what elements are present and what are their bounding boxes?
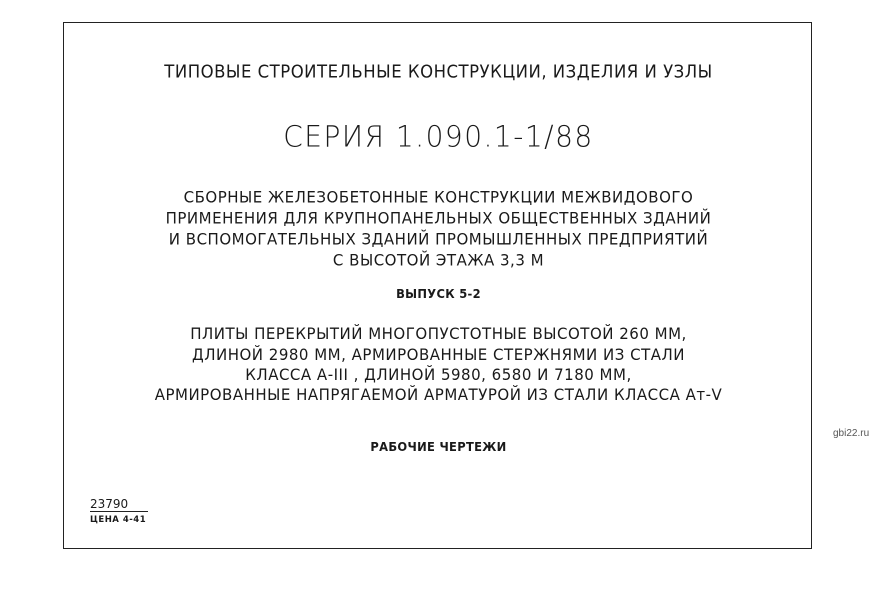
description-line: СБОРНЫЕ ЖЕЛЕЗОБЕТОННЫЕ КОНСТРУКЦИИ МЕЖВИДОВОГО xyxy=(183,187,694,207)
series-number: СЕРИЯ 1.090.1-1/88 xyxy=(283,119,594,154)
product-title-line: АРМИРОВАННЫЕ НАПРЯГАЕМОЙ АРМАТУРОЙ ИЗ СТАЛИ КЛАССА Ат-V xyxy=(154,385,723,405)
description-line: ПРИМЕНЕНИЯ ДЛЯ КРУПНОПАНЕЛЬНЫХ ОБЩЕСТВЕННЫХ ЗДАНИЙ xyxy=(165,208,712,228)
product-title-line: ПЛИТЫ ПЕРЕКРЫТИЙ МНОГОПУСТОТНЫЕ ВЫСОТОЙ 260 ММ, xyxy=(190,324,687,344)
category-heading: ТИПОВЫЕ СТРОИТЕЛЬНЫЕ КОНСТРУКЦИИ, ИЗДЕЛИЯ И УЗЛЫ xyxy=(164,61,713,82)
description-line: С ВЫСОТОЙ ЭТАЖА 3,3 М xyxy=(332,250,545,270)
description-line: И ВСПОМОГАТЕЛЬНЫХ ЗДАНИЙ ПРОМЫШЛЕННЫХ ПРЕДПРИЯТИЙ xyxy=(168,229,709,249)
price-label: ЦЕНА 4-41 xyxy=(90,515,147,525)
product-title-line: ДЛИНОЙ 2980 ММ, АРМИРОВАННЫЕ СТЕРЖНЯМИ ИЗ СТАЛИ xyxy=(191,345,686,365)
working-drawings-label: РАБОЧИЕ ЧЕРТЕЖИ xyxy=(370,439,507,455)
issue-label: ВЫПУСК 5-2 xyxy=(396,286,481,302)
watermark-link[interactable]: gbi22.ru xyxy=(833,428,870,439)
product-title-line: КЛАССА А-III , ДЛИНОЙ 5980, 6580 И 7180 ММ, xyxy=(245,365,632,385)
document-number: 23790 xyxy=(90,497,148,512)
title-sheet-frame xyxy=(63,22,812,549)
